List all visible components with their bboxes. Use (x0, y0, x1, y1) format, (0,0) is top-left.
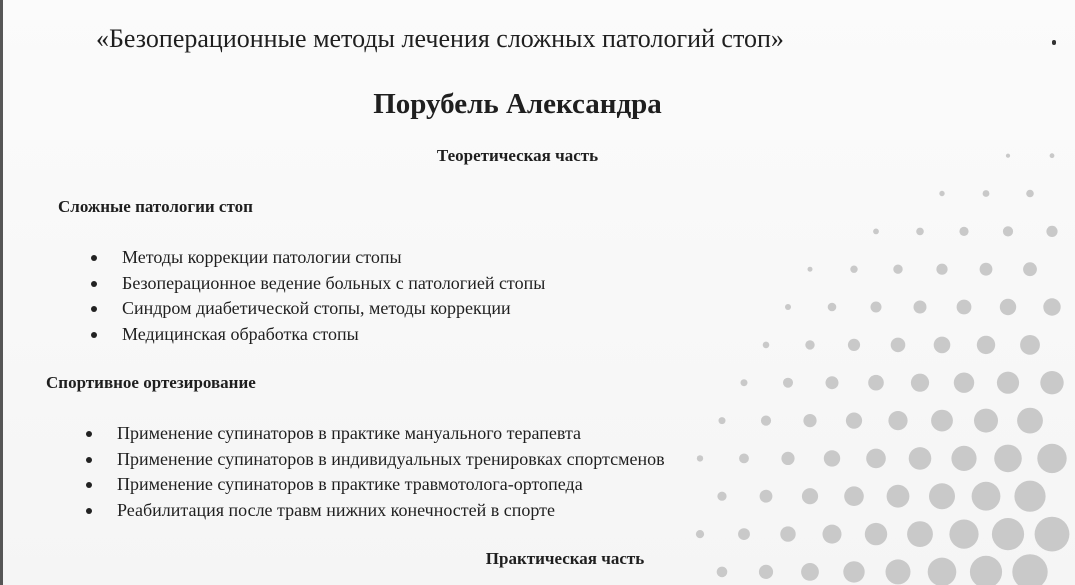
bullet-icon (86, 508, 92, 514)
bullet-icon (86, 431, 92, 437)
bullet-list (117, 421, 665, 523)
bullet-icon (91, 306, 97, 312)
list-item-text: Применение супинаторов в индивидуальных тренировках спортсменов (117, 448, 665, 469)
practice-heading: Практическая часть (485, 549, 645, 568)
bullet-icon (91, 255, 97, 261)
list-item (117, 421, 665, 447)
author-name: Порубель Александра (373, 88, 662, 120)
bullet-icon (91, 281, 97, 287)
list-item (117, 472, 665, 498)
scan-speck (1052, 40, 1056, 45)
list-item (117, 447, 665, 473)
list-item-text: Применение супинаторов в практике мануального терапевта (117, 423, 582, 443)
document-title: «Безоперационные методы лечения сложных патологий стоп» (96, 24, 784, 53)
section-heading: Спортивное ортезирование (46, 373, 256, 392)
theory-heading: Теоретическая часть (436, 146, 599, 165)
bullet-icon (91, 332, 97, 338)
list-item-text: Применение супинаторов в практике травмотолога-ортопеда (117, 474, 583, 494)
list-item (122, 271, 545, 297)
list-item (122, 322, 545, 348)
list-item-text: Безоперационное ведение больных с патологией стопы (122, 272, 546, 293)
list-item-text: Медицинская обработка стопы (122, 323, 359, 344)
bullet-list (122, 245, 545, 347)
list-item-text: Реабилитация после травм нижних конечностей в спорте (117, 499, 556, 520)
list-item-text: Синдром диабетической стопы, методы коррекции (122, 298, 511, 318)
list-item (122, 296, 545, 322)
bullet-icon (86, 482, 92, 488)
list-item (122, 245, 545, 271)
bullet-icon (86, 457, 92, 463)
list-item (117, 498, 665, 524)
list-item-text: Методы коррекции патологии стопы (122, 247, 402, 267)
section-heading: Сложные патологии стоп (58, 197, 253, 216)
